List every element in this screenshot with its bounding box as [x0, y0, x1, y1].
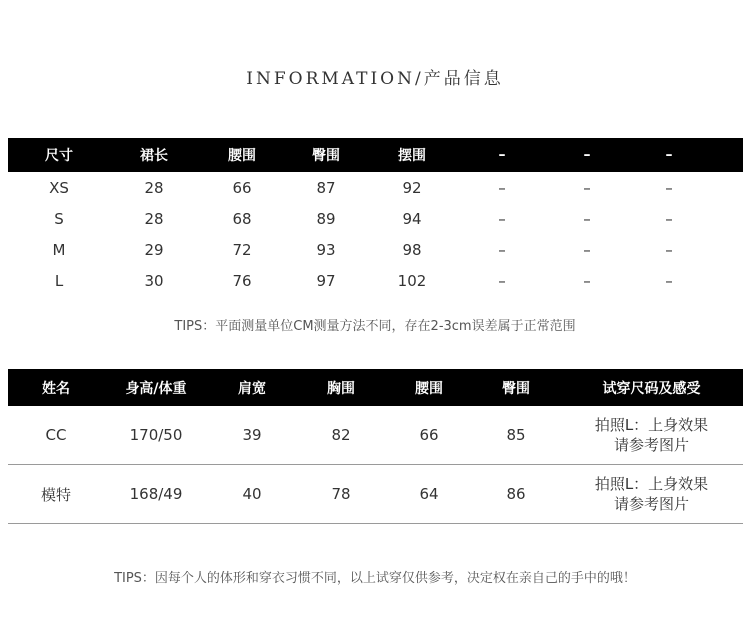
- table-cell: 64: [419, 485, 439, 503]
- header-cell-height-weight: 身高/体重: [125, 380, 187, 397]
- page-title: INFORMATION/产品信息: [246, 69, 504, 89]
- table-cell: 82: [331, 426, 351, 444]
- table-cell: –: [498, 209, 506, 228]
- fit-feedback-cell: [560, 415, 743, 455]
- table-cell: 76: [232, 271, 252, 290]
- table-cell: 29: [144, 240, 164, 259]
- header-cell-size: 尺寸: [45, 148, 73, 164]
- fit-feedback-line: 请参考图片: [613, 436, 689, 454]
- table-cell: 102: [397, 271, 427, 290]
- fit-feedback-line: 拍照L：上身效果: [594, 416, 709, 434]
- header-cell-bust: 胸围: [327, 380, 355, 397]
- table-cell: 86: [506, 485, 526, 503]
- header-cell-waist: 腰围: [228, 148, 256, 164]
- table-cell: 94: [402, 209, 422, 228]
- header-cell-fit-feedback: 试穿尺码及感受: [602, 380, 701, 397]
- table-cell: S: [54, 209, 64, 228]
- table-cell: –: [665, 240, 673, 259]
- table-cell: –: [583, 209, 591, 228]
- table-cell: –: [498, 240, 506, 259]
- size-table-header: [8, 138, 743, 172]
- measurement-tips: TIPS：平面测量单位CM测量方法不同，存在2-3cm误差属于正常范围: [174, 319, 576, 334]
- table-cell: –: [498, 178, 506, 197]
- model-fit-table: [8, 369, 743, 524]
- header-cell-blank: –: [498, 147, 506, 163]
- fit-feedback-line: 请参考图片: [613, 495, 689, 513]
- header-cell-skirt-length: 裙长: [140, 148, 168, 164]
- model-table-header: [8, 369, 743, 406]
- table-cell: 168/49: [129, 485, 183, 503]
- fit-feedback-cell: [560, 474, 743, 514]
- table-cell: 28: [144, 209, 164, 228]
- table-cell: 66: [419, 426, 439, 444]
- table-cell: 66: [232, 178, 252, 197]
- header-cell-shoulder: 肩宽: [238, 380, 266, 397]
- table-row: [8, 406, 743, 465]
- fit-tips: TIPS：因每个人的体形和穿衣习惯不同，以上试穿仅供参考，决定权在亲自己的手中的哦！: [114, 571, 636, 586]
- header-cell-waist: 腰围: [415, 380, 443, 397]
- table-cell: –: [583, 271, 591, 290]
- fit-feedback-line: 拍照L：上身效果: [594, 475, 709, 493]
- table-row: [8, 203, 743, 234]
- table-cell: 87: [316, 178, 336, 197]
- table-cell: L: [54, 271, 64, 290]
- table-cell: 97: [316, 271, 336, 290]
- table-cell: –: [498, 271, 506, 290]
- table-cell: 92: [402, 178, 422, 197]
- header-cell-hem: 摆围: [398, 148, 426, 164]
- table-cell: 98: [402, 240, 422, 259]
- header-cell-blank: –: [665, 147, 673, 163]
- table-cell: XS: [49, 178, 69, 197]
- table-cell: CC: [45, 426, 67, 444]
- table-cell: 28: [144, 178, 164, 197]
- header-cell-blank: –: [583, 147, 591, 163]
- table-cell: –: [583, 240, 591, 259]
- table-row: [8, 465, 743, 524]
- table-cell: 68: [232, 209, 252, 228]
- table-cell: 85: [506, 426, 526, 444]
- table-cell: 93: [316, 240, 336, 259]
- table-cell: 30: [144, 271, 164, 290]
- table-cell: 40: [242, 485, 262, 503]
- table-row: [8, 172, 743, 203]
- header-cell-hip: 臀围: [502, 380, 530, 397]
- table-cell: –: [665, 178, 673, 197]
- table-cell: 39: [242, 426, 262, 444]
- header-cell-name: 姓名: [42, 380, 70, 397]
- table-cell: 78: [331, 485, 351, 503]
- table-cell: –: [665, 209, 673, 228]
- header-cell-hip: 臀围: [312, 148, 340, 164]
- table-cell: 170/50: [129, 426, 183, 444]
- table-cell: 89: [316, 209, 336, 228]
- table-cell: –: [665, 271, 673, 290]
- table-row: [8, 234, 743, 265]
- table-cell: 模特: [40, 485, 71, 504]
- table-cell: 72: [232, 240, 252, 259]
- table-row: [8, 265, 743, 296]
- table-cell: –: [583, 178, 591, 197]
- table-cell: M: [52, 240, 66, 259]
- size-table: [8, 138, 743, 296]
